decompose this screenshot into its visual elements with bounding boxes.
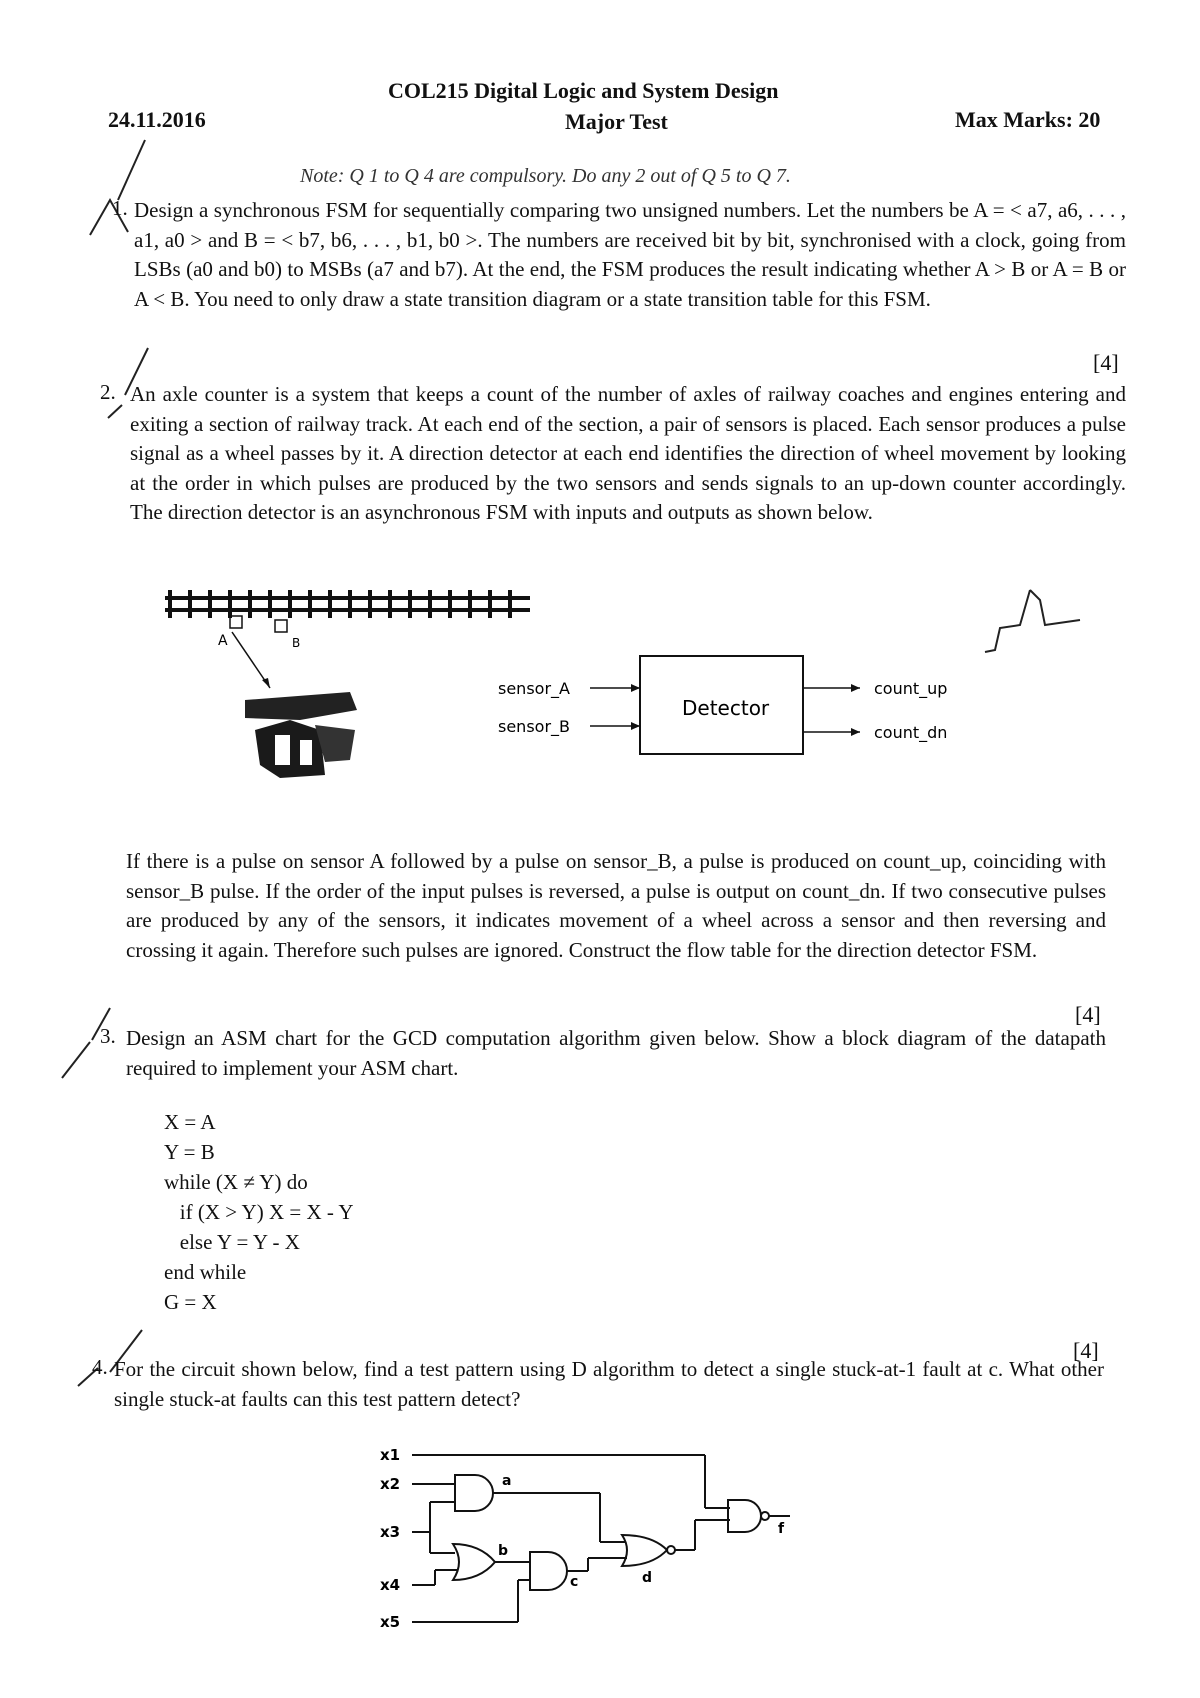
sensor-a-label: A <box>218 633 228 649</box>
code-line: G = X <box>164 1290 217 1314</box>
code-line: Y = B <box>164 1140 215 1164</box>
circuit-diagram <box>370 1440 830 1650</box>
q3-text: Design an ASM chart for the GCD computation algorithm given below. Show a block diagram of the datapath required to implement your ASM chart. <box>126 1026 1106 1080</box>
input-x5: x5 <box>380 1613 401 1631</box>
code-line: end while <box>164 1260 247 1284</box>
q4-text: For the circuit shown below, find a test pattern using D algorithm to detect a single stuck-at-1 fault at c. What other single stuck-at faults can this test pattern detect? <box>114 1357 1104 1411</box>
output-count-dn: count_dn <box>874 723 948 742</box>
sensor-b-label: B <box>292 636 301 650</box>
axle-sensor-photo <box>245 692 357 784</box>
q2-text-2: If there is a pulse on sensor A followed by a pulse on sensor_B, a pulse is produced on count_up, coinciding with sensor_B pulse. If the order of the input pulses is reversed, a pulse is output on count_dn. If two consecutive pulses are produced by any of the sensors, it indicates movement of a wheel across a sensor and then reversing and crossing it again. Therefore such pulses are ignored. Construct the flow table for the direction detector FSM. <box>126 849 1106 962</box>
code-line: while (X ≠ Y) do <box>164 1170 308 1194</box>
net-d: d <box>642 1570 653 1586</box>
input-x1: x1 <box>380 1446 401 1464</box>
axle-counter-figure <box>150 580 1110 810</box>
code-line: else Y = Y - X <box>164 1230 300 1254</box>
input-sensor-a: sensor_A <box>498 679 570 698</box>
max-marks: Max Marks: 20 <box>955 107 1101 132</box>
exam-date: 24.11.2016 <box>108 107 206 132</box>
q2-number: 2. <box>100 380 116 404</box>
detector-label: Detector <box>682 696 770 720</box>
output-count-up: count_up <box>874 679 948 698</box>
input-x4: x4 <box>380 1576 401 1594</box>
q1-text: Design a synchronous FSM for sequentially comparing two unsigned numbers. Let the numbers be A = < a7, a6, . . . , a1, a0 > and B = < b7, b6, . . . , b1, b0 >. The numbers are received bit by bit, synchronised with a clock, going from LSBs (a0 and b0) to MSBs (a7 and b7). At the end, the FSM produces the result indicating whether A > B or A = B or A < B. You need to only draw a state transition diagram or a state transition table for this FSM. <box>134 198 1126 311</box>
q1-number: 1. <box>112 196 128 220</box>
net-f: f <box>778 1521 785 1537</box>
note-line: Note: Q 1 to Q 4 are compulsory. Do any 2 out of Q 5 to Q 7. <box>300 165 791 187</box>
net-c: c <box>570 1574 579 1590</box>
q4-number: 4. <box>92 1355 108 1379</box>
q3-number: 3. <box>100 1024 116 1048</box>
net-a: a <box>502 1473 512 1489</box>
q3-marks: [4] <box>1073 1338 1099 1363</box>
q1-marks: [4] <box>1093 350 1119 375</box>
test-name: Major Test <box>565 109 668 134</box>
gcd-code-block <box>164 1107 354 1317</box>
code-line: if (X > Y) X = X - Y <box>164 1200 354 1224</box>
code-line: X = A <box>164 1110 216 1134</box>
q2-text: An axle counter is a system that keeps a count of the number of axles of railway coaches and engines entering and exiting a section of railway track. At each end of the section, a pair of sensors is placed. Each sensor produces a pulse signal as a wheel passes by it. A direction detector at each end identifies the direction of wheel movement by looking at the order in which pulses are produced by the two sensors and sends signals to an up-down counter accordingly. The direction detector is an asynchronous FSM with inputs and outputs as shown below. <box>130 382 1126 524</box>
input-x2: x2 <box>380 1475 401 1493</box>
rail-track-icon <box>165 590 530 618</box>
q2-marks: [4] <box>1075 1002 1101 1027</box>
input-x3: x3 <box>380 1523 401 1541</box>
course-title: COL215 Digital Logic and System Design <box>388 78 779 103</box>
net-b: b <box>498 1543 509 1559</box>
input-sensor-b: sensor_B <box>498 717 570 736</box>
